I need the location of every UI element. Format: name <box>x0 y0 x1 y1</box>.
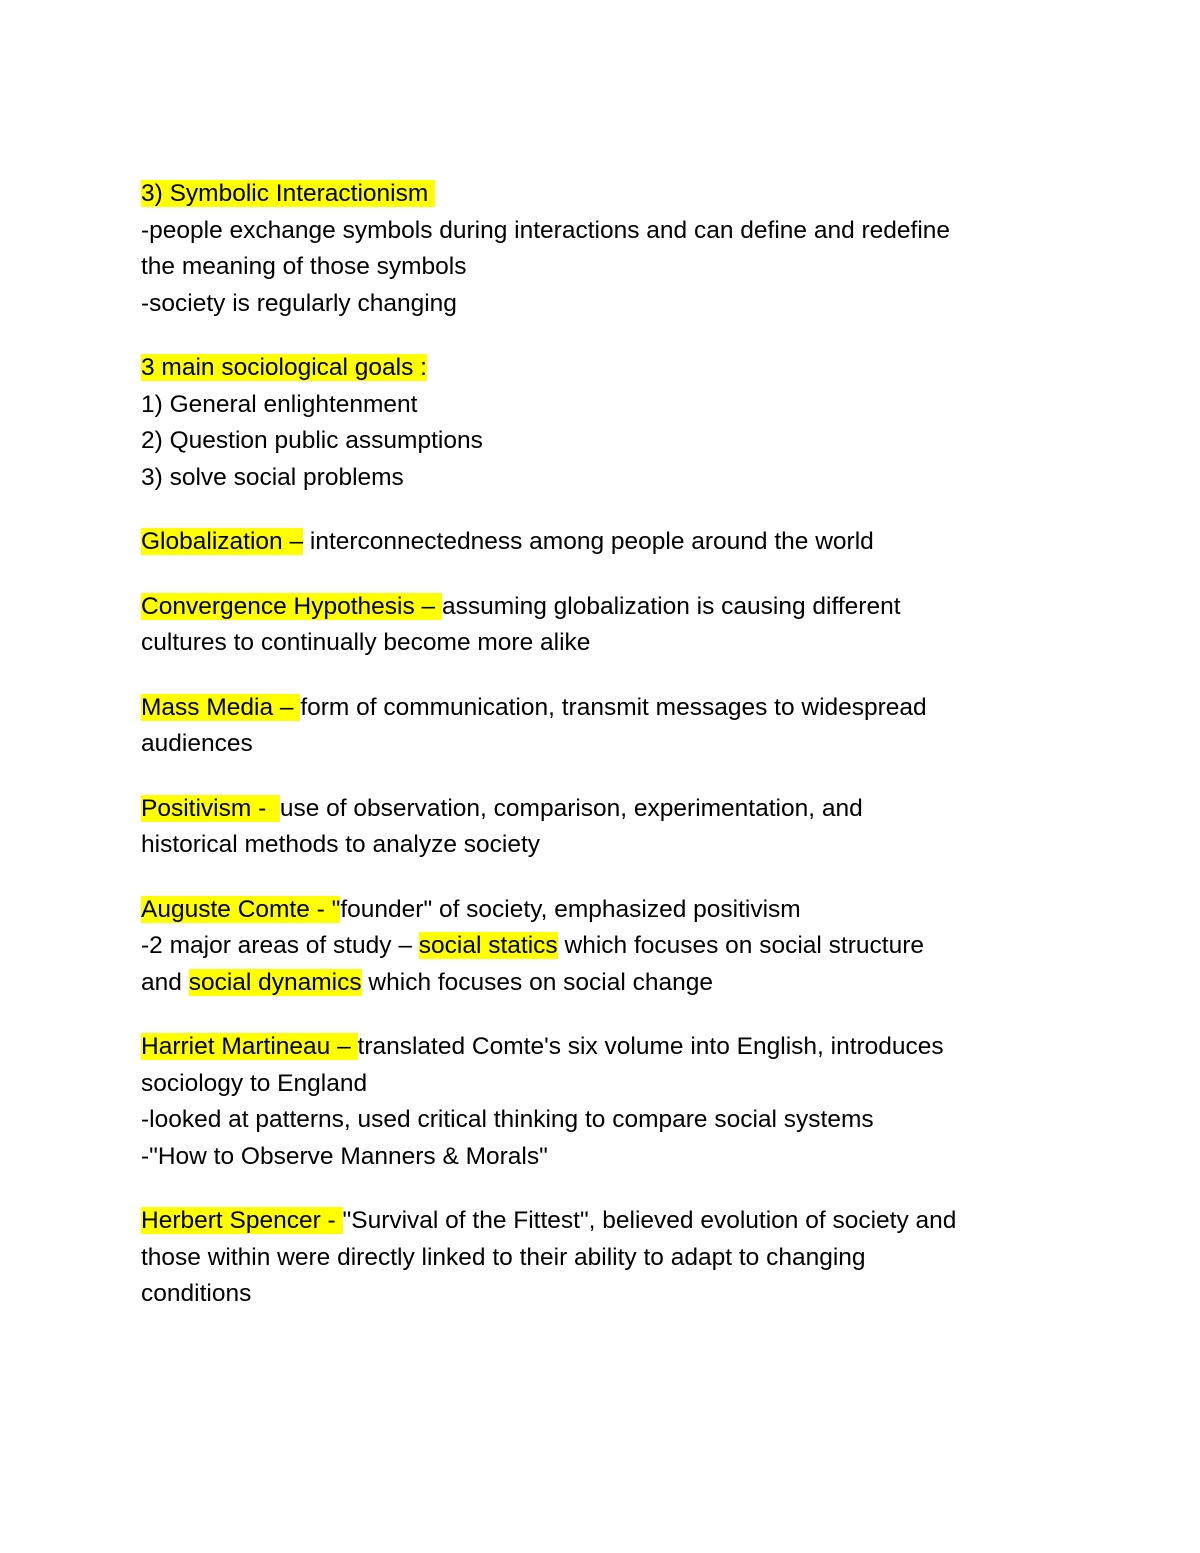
text-line <box>141 726 1081 763</box>
text-line <box>141 1240 1081 1277</box>
note-section <box>141 589 1081 662</box>
text-line <box>141 460 1081 497</box>
text-line <box>141 423 1081 460</box>
text-segment: and <box>141 968 189 996</box>
text-segment: form of communication, transmit messages to widespread <box>300 693 927 721</box>
highlighted-term: Globalization – <box>141 528 304 555</box>
text-line <box>141 892 1081 929</box>
text-segment: which focuses on social structure <box>557 932 924 959</box>
text-segment: founder" of society, emphasized positivism <box>340 895 801 923</box>
text-segment: use of observation, comparison, experimentation, and <box>279 794 863 822</box>
text-segment: -"How to Observe Manners & Morals" <box>141 1142 548 1170</box>
text-line <box>141 791 1081 828</box>
text-segment: the meaning of those symbols <box>141 253 467 280</box>
note-section <box>141 892 1081 1002</box>
highlighted-term: Convergence Hypothesis – <box>141 592 442 620</box>
text-segment: -society is regularly changing <box>141 289 457 317</box>
text-segment: interconnectedness among people around the world <box>303 528 874 555</box>
text-line <box>141 176 1081 213</box>
text-segment: assuming globalization is causing different <box>441 592 901 620</box>
text-line <box>141 589 1081 626</box>
highlighted-term: Auguste Comte - " <box>141 895 341 923</box>
text-line <box>141 827 1081 864</box>
note-section <box>141 1203 1081 1313</box>
text-segment: sociology to England <box>141 1069 368 1097</box>
note-section <box>141 176 1081 322</box>
text-line <box>141 965 1081 1002</box>
note-section <box>141 524 1081 561</box>
highlighted-term: Positivism - <box>141 794 280 822</box>
text-segment: audiences <box>141 730 253 757</box>
text-line <box>141 1139 1081 1176</box>
text-line <box>141 1203 1081 1240</box>
highlighted-term: Mass Media – <box>141 693 301 721</box>
text-segment: those within were directly linked to their ability to adapt to changing <box>141 1243 866 1271</box>
highlighted-term: 3 main sociological goals : <box>141 354 427 381</box>
note-section <box>141 1029 1081 1175</box>
text-line <box>141 286 1081 323</box>
text-line <box>141 1276 1081 1313</box>
note-section <box>141 791 1081 864</box>
text-line <box>141 249 1081 286</box>
document-body <box>141 176 1081 1341</box>
highlighted-term: Harriet Martineau – <box>141 1033 358 1060</box>
highlighted-term: Herbert Spencer - <box>141 1207 343 1234</box>
text-segment: -2 major areas of study – <box>141 932 419 959</box>
note-section <box>141 350 1081 496</box>
text-line <box>141 213 1081 250</box>
text-segment: -looked at patterns, used critical thinking to compare social systems <box>141 1106 874 1133</box>
text-segment: conditions <box>141 1280 252 1307</box>
text-segment: 2) Question public assumptions <box>141 427 483 454</box>
text-segment: 1) General enlightenment <box>141 390 418 418</box>
text-segment: cultures to continually become more alike <box>141 629 591 656</box>
highlighted-term: social statics <box>418 932 558 959</box>
text-segment: -people exchange symbols during interactions and can define and redefine <box>141 216 951 244</box>
text-line <box>141 1029 1081 1066</box>
text-segment: which focuses on social change <box>361 968 713 996</box>
text-line <box>141 524 1081 561</box>
text-segment: 3) solve social problems <box>141 463 404 491</box>
note-section <box>141 690 1081 763</box>
text-line <box>141 1066 1081 1103</box>
text-segment: historical methods to analyze society <box>141 831 540 858</box>
text-line <box>141 690 1081 727</box>
text-segment: translated Comte's six volume into English, introduces <box>357 1033 944 1060</box>
text-line <box>141 350 1081 387</box>
highlighted-term: 3) Symbolic Interactionism <box>141 180 436 207</box>
text-segment: "Survival of the Fittest", believed evolution of society and <box>342 1207 957 1234</box>
text-line <box>141 625 1081 662</box>
highlighted-term: social dynamics <box>188 968 362 996</box>
text-line <box>141 387 1081 424</box>
text-line <box>141 928 1081 965</box>
text-line <box>141 1102 1081 1139</box>
